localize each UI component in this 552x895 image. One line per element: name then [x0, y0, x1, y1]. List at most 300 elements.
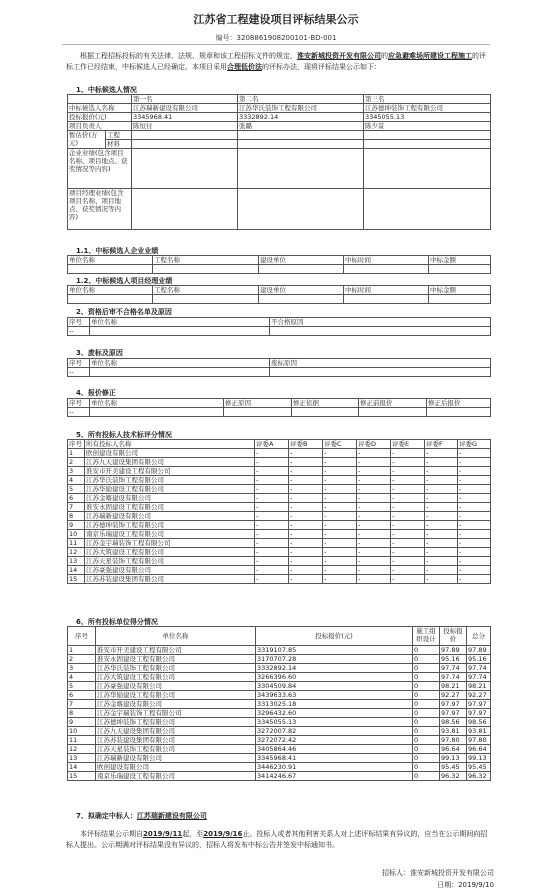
section-6-title: 6、所有投标单位得分情况 [76, 618, 158, 626]
score-cell: - [458, 512, 491, 521]
design-score: 0 [413, 772, 440, 781]
score-cell: - [458, 494, 491, 503]
row-number: 10 [68, 530, 85, 539]
score-cell: - [425, 458, 458, 467]
column-header: 单位名称 [96, 627, 256, 646]
bidder-name: 江苏华氏装饰工程有限公司 [96, 664, 256, 673]
total-score: 97.97 [467, 709, 491, 718]
row-number: 5 [68, 485, 85, 494]
row-number: 9 [68, 521, 85, 530]
total-score: 96.64 [467, 745, 491, 754]
design-score: 0 [413, 718, 440, 727]
section-2-title: 2、资格后审不合格名单及原因 [76, 308, 172, 316]
bidder-name: 淮安市开美建设工程有限公司 [85, 467, 255, 476]
score-cell: - [289, 512, 323, 521]
score-cell: - [255, 449, 289, 458]
score-cell: - [255, 521, 289, 530]
design-score: 0 [413, 673, 440, 682]
score-cell: - [357, 530, 391, 539]
rank-1-header: 第一名 [132, 95, 238, 104]
score-cell: - [425, 557, 458, 566]
score-cell: - [425, 449, 458, 458]
score-cell: - [425, 566, 458, 575]
score-cell: - [357, 458, 391, 467]
price-score: 97.97 [440, 700, 467, 709]
bidder-name: 江苏华氏装饰工程有限公司 [85, 476, 255, 485]
total-score-rows [68, 646, 491, 781]
design-score: 0 [413, 682, 440, 691]
score-cell: - [323, 503, 357, 512]
score-cell: - [323, 539, 357, 548]
row-number: 6 [68, 691, 96, 700]
section-3-title: 3、废标及原因 [76, 349, 123, 357]
project-manager: 陈恒付 [132, 122, 238, 131]
bidder-name: 江苏九天建设集团有限公司 [96, 727, 256, 736]
score-cell: - [425, 521, 458, 530]
table-row [68, 566, 491, 575]
design-score: 0 [413, 709, 440, 718]
row-number: 13 [68, 754, 96, 763]
score-cell: - [425, 485, 458, 494]
score-cell: - [255, 530, 289, 539]
bidder-name: 江苏华励建设工程有限公司 [85, 485, 255, 494]
total-score: 97.97 [467, 700, 491, 709]
score-cell: - [255, 458, 289, 467]
row-number: 12 [68, 548, 85, 557]
table-row [68, 449, 491, 458]
row-number: 14 [68, 763, 96, 772]
score-cell: - [425, 467, 458, 476]
section-4-title: 4、报价修正 [76, 389, 116, 397]
row-label: 投标报价(元) [68, 113, 132, 122]
score-cell: - [391, 575, 425, 584]
row-label: 项目经理业绩(包含项目名称、项目地点、获奖情况等内容) [68, 189, 132, 230]
row-label: 暂估价(万元) [68, 131, 106, 149]
design-score: 0 [413, 664, 440, 673]
score-cell: - [357, 485, 391, 494]
row-number: 14 [68, 566, 85, 575]
price-score: 97.89 [440, 646, 467, 655]
candidate-price: 3345055.13 [364, 113, 491, 122]
score-cell: - [391, 557, 425, 566]
score-cell: - [289, 521, 323, 530]
notice-end-date: 2019/9/16 [203, 830, 243, 838]
design-score: 0 [413, 745, 440, 754]
winner-name: 江苏瑞新建设有限公司 [136, 812, 207, 820]
total-score: 97.80 [467, 736, 491, 745]
row-sublabel: 材料 [106, 140, 132, 149]
bid-price: 3272072.42 [256, 736, 413, 745]
bid-price: 3446230.91 [256, 763, 413, 772]
score-cell: - [425, 476, 458, 485]
bidder-name: 江苏大筑建设工程有限公司 [85, 548, 255, 557]
column-header: 单位名称 [90, 359, 270, 368]
row-number: 15 [68, 575, 85, 584]
price-correction-table [67, 398, 491, 417]
bidder-name: 南京乐瑞建设工程有限公司 [85, 530, 255, 539]
score-cell: - [357, 512, 391, 521]
section-7-title: 7、拟确定中标人： [76, 812, 137, 820]
score-cell: - [357, 539, 391, 548]
score-cell: - [323, 476, 357, 485]
row-label: 中标候选人名称 [68, 104, 132, 113]
score-cell: - [357, 557, 391, 566]
table-row [68, 467, 491, 476]
bidder-name: 江苏德坤装饰工程有限公司 [96, 718, 256, 727]
row-number: 8 [68, 512, 85, 521]
notice-paragraph [66, 829, 490, 851]
column-header: 不合格原因 [270, 318, 491, 327]
score-cell: - [323, 512, 357, 521]
price-score: 96.64 [440, 745, 467, 754]
score-cell: - [323, 467, 357, 476]
table-row [68, 736, 491, 745]
price-score: 98.21 [440, 682, 467, 691]
footer-tenderee: 招标人：淮安新城投资开发有限公司 [382, 869, 494, 877]
score-cell: - [391, 458, 425, 467]
score-cell: - [255, 557, 289, 566]
void-bid-table [67, 358, 491, 377]
table-row [68, 673, 491, 682]
row-number: 10 [68, 727, 96, 736]
bidder-name: 江苏天星装饰工程有限公司 [96, 745, 256, 754]
column-header: 序号 [68, 440, 85, 449]
design-score: 0 [413, 763, 440, 772]
design-score: 0 [413, 754, 440, 763]
column-header: 单位名称 [68, 286, 153, 295]
bidder-name: 淮安永固建设工程有限公司 [96, 655, 256, 664]
score-cell: - [357, 548, 391, 557]
section-5-title: 5、所有投标人技术标评分情况 [76, 431, 172, 439]
design-score: 0 [413, 655, 440, 664]
bid-price: 3296432.60 [256, 709, 413, 718]
notice-text: 起，至 [182, 830, 204, 838]
score-cell: - [289, 575, 323, 584]
section-1-1-title: 1.1、中标候选人企业业绩 [76, 247, 159, 255]
tenderee-name: 淮安新城投资开发有限公司 [297, 52, 381, 60]
score-cell: - [391, 449, 425, 458]
score-cell: - [425, 494, 458, 503]
candidate-price: 3332892.14 [238, 113, 364, 122]
table-row [68, 691, 491, 700]
row-number: 4 [68, 673, 96, 682]
bidder-name: 江苏华励建设工程有限公司 [96, 691, 256, 700]
bid-price: 3319107.85 [256, 646, 413, 655]
score-cell: - [391, 512, 425, 521]
bid-price: 3304509.84 [256, 682, 413, 691]
score-cell: - [289, 530, 323, 539]
score-cell: - [357, 575, 391, 584]
table-row [68, 646, 491, 655]
table-row [68, 503, 491, 512]
column-header: 单位名称 [68, 256, 153, 265]
bidder-name: 江苏大筑建设工程有限公司 [96, 673, 256, 682]
table-row [68, 763, 491, 772]
column-header: 投标报价(元) [256, 627, 413, 646]
intro-text-4: 的评标办法，现将评标结果公示如下： [262, 63, 381, 71]
score-cell: - [357, 449, 391, 458]
candidate-name: 江苏瑞新建设有限公司 [132, 104, 238, 113]
score-cell: - [255, 485, 289, 494]
row-number: 4 [68, 476, 85, 485]
score-cell: - [357, 521, 391, 530]
bid-price: 3313025.18 [256, 700, 413, 709]
table-cell: -- [68, 327, 90, 336]
score-cell: - [391, 521, 425, 530]
bidder-name: 欧创建设有限公司 [85, 449, 255, 458]
bidder-name: 江苏天星装饰工程有限公司 [85, 557, 255, 566]
column-header: 评委E [391, 440, 425, 449]
row-number: 7 [68, 503, 85, 512]
column-header: 建设单位 [259, 286, 344, 295]
score-cell: - [255, 467, 289, 476]
table-row [68, 709, 491, 718]
score-cell: - [458, 458, 491, 467]
design-score: 0 [413, 700, 440, 709]
score-cell: - [255, 566, 289, 575]
bid-price: 3345055.13 [256, 718, 413, 727]
table-row [68, 700, 491, 709]
column-header: 修正前报价 [359, 399, 427, 408]
score-cell: - [255, 575, 289, 584]
score-cell: - [425, 503, 458, 512]
table-row [68, 754, 491, 763]
column-header: 废标原因 [270, 359, 491, 368]
bidder-name: 江苏苏装建设集团有限公司 [96, 736, 256, 745]
row-number: 9 [68, 718, 96, 727]
price-score: 97.80 [440, 736, 467, 745]
candidate-price: 3345968.41 [132, 113, 238, 122]
table-row [68, 476, 491, 485]
score-cell: - [255, 548, 289, 557]
score-cell: - [255, 503, 289, 512]
score-cell: - [289, 539, 323, 548]
row-number: 3 [68, 467, 85, 476]
page-title: 江苏省工程建设项目评标结果公示 [193, 13, 359, 26]
technical-score-table [67, 439, 491, 584]
score-cell: - [357, 467, 391, 476]
score-cell: - [458, 566, 491, 575]
bidder-name: 江苏瑞新建设有限公司 [96, 754, 256, 763]
divider [62, 44, 490, 45]
score-cell: - [458, 575, 491, 584]
column-header: 修正原因 [224, 399, 292, 408]
score-cell: - [458, 449, 491, 458]
column-header: 施工组织设计 [413, 627, 440, 646]
total-score: 96.32 [467, 772, 491, 781]
score-cell: - [255, 512, 289, 521]
score-cell: - [323, 449, 357, 458]
table-row [68, 512, 491, 521]
price-score: 97.74 [440, 664, 467, 673]
total-score: 98.56 [467, 718, 491, 727]
row-number: 5 [68, 682, 96, 691]
score-cell: - [357, 476, 391, 485]
column-header: 中标金额 [429, 256, 491, 265]
total-score: 93.81 [467, 727, 491, 736]
intro-text-3: 的评标工作已经结束，中标候选人已经确定。本项目采用 [66, 52, 486, 71]
bid-price: 3414246.67 [256, 772, 413, 781]
bidder-name: 江苏德坤装饰工程有限公司 [85, 521, 255, 530]
bidder-name: 江苏金宇瑞装饰工程有限公司 [96, 709, 256, 718]
bidder-name: 江苏豪强建设有限公司 [85, 566, 255, 575]
table-row [68, 548, 491, 557]
bidder-name: 江苏豪强建设有限公司 [96, 682, 256, 691]
column-header: 评委G [458, 440, 491, 449]
score-cell: - [289, 476, 323, 485]
table-row [68, 575, 491, 584]
row-label: 项目负责人 [68, 122, 132, 131]
row-number: 1 [68, 449, 85, 458]
score-cell: - [289, 503, 323, 512]
column-header: 建设单位 [259, 256, 344, 265]
table-row [68, 664, 491, 673]
row-number: 11 [68, 736, 96, 745]
row-number: 6 [68, 494, 85, 503]
score-cell: - [357, 566, 391, 575]
row-number: 13 [68, 557, 85, 566]
notice-text: 公示期间向招标人提出。公示期满对评标结果没有异议的，招标人将发布中标公告并签发中标通知书。 [66, 830, 488, 849]
column-header: 单位名称 [90, 318, 270, 327]
row-number: 11 [68, 539, 85, 548]
score-cell: - [425, 548, 458, 557]
row-sublabel: 工程 [106, 131, 132, 140]
score-cell: - [255, 539, 289, 548]
total-score-table [67, 626, 491, 781]
score-cell: - [323, 566, 357, 575]
bid-price: 3332892.14 [256, 664, 413, 673]
score-cell: - [323, 485, 357, 494]
table-row [68, 494, 491, 503]
section-1-title: 1、中标候选人情况 [76, 86, 137, 94]
price-score: 99.13 [440, 754, 467, 763]
total-score: 97.74 [467, 664, 491, 673]
score-cell: - [458, 485, 491, 494]
design-score: 0 [413, 646, 440, 655]
column-header: 中标金额 [429, 286, 491, 295]
project-manager: 张璐 [238, 122, 364, 131]
total-score: 95.16 [467, 655, 491, 664]
score-cell: - [357, 503, 391, 512]
column-header: 序号 [68, 359, 90, 368]
score-cell: - [458, 503, 491, 512]
column-header: 评委C [323, 440, 357, 449]
table-row [68, 682, 491, 691]
total-score: 95.45 [467, 763, 491, 772]
score-cell: - [425, 539, 458, 548]
score-cell: - [289, 566, 323, 575]
score-cell: - [289, 494, 323, 503]
design-score: 0 [413, 736, 440, 745]
column-header: 修正依据 [292, 399, 359, 408]
score-cell: - [289, 548, 323, 557]
table-row [68, 727, 491, 736]
score-cell: - [391, 494, 425, 503]
disqualified-table [67, 317, 491, 336]
bidder-name: 江苏瑞新建设有限公司 [85, 512, 255, 521]
score-cell: - [255, 476, 289, 485]
bid-price: 3439633.63 [256, 691, 413, 700]
score-cell: - [289, 458, 323, 467]
column-header: 中标时间 [344, 286, 429, 295]
intro-paragraph [66, 51, 490, 73]
score-cell: - [458, 548, 491, 557]
row-number: 7 [68, 700, 96, 709]
price-score: 97.97 [440, 709, 467, 718]
intro-text-1: 根据工程招标投标的有关法律、法规、规章和该工程招标文件的规定， [80, 52, 297, 60]
row-number: 2 [68, 655, 96, 664]
score-cell: - [391, 485, 425, 494]
row-number: 12 [68, 745, 96, 754]
column-header: 序号 [68, 318, 90, 327]
notice-start-date: 2019/9/11 [143, 830, 183, 838]
score-cell: - [458, 557, 491, 566]
table-row [68, 655, 491, 664]
evaluation-method: 合理低价法 [227, 63, 262, 71]
score-cell: - [323, 575, 357, 584]
score-cell: - [323, 521, 357, 530]
score-cell: - [391, 467, 425, 476]
column-header: 中标时间 [344, 256, 429, 265]
column-header: 评委B [289, 440, 323, 449]
score-cell: - [391, 566, 425, 575]
score-cell: - [425, 530, 458, 539]
table-row [68, 530, 491, 539]
bid-price: 3272007.82 [256, 727, 413, 736]
section-7 [76, 811, 207, 821]
price-score: 92.27 [440, 691, 467, 700]
technical-score-rows [68, 449, 491, 584]
bid-price: 3345968.41 [256, 754, 413, 763]
score-cell: - [323, 530, 357, 539]
bidder-name: 江苏金喀建设有限公司 [96, 700, 256, 709]
score-cell: - [458, 530, 491, 539]
table-row [68, 745, 491, 754]
score-cell: - [255, 494, 289, 503]
bidder-name: 江苏苏装建设集团有限公司 [85, 575, 255, 584]
column-header: 评委A [255, 440, 289, 449]
row-label: 企业业绩(包含项目名称、项目地点、获奖情况等内容) [68, 149, 132, 189]
column-header: 序号 [68, 627, 96, 646]
rank-2-header: 第二名 [238, 95, 364, 104]
column-header: 评委D [357, 440, 391, 449]
notice-text: 本评标结果公示期自 [80, 830, 143, 838]
price-score: 95.16 [440, 655, 467, 664]
score-cell: - [391, 530, 425, 539]
bidder-name: 淮安永固建设工程有限公司 [85, 503, 255, 512]
bid-price: 3266396.60 [256, 673, 413, 682]
score-cell: - [289, 449, 323, 458]
table-row [68, 458, 491, 467]
price-score: 97.74 [440, 673, 467, 682]
price-score: 95.45 [440, 763, 467, 772]
project-manager: 陈少景 [364, 122, 491, 131]
bid-price: 3405864.46 [256, 745, 413, 754]
score-cell: - [458, 467, 491, 476]
total-score: 97.74 [467, 673, 491, 682]
score-cell: - [458, 521, 491, 530]
bidder-name: 淮安市开美建设工程有限公司 [96, 646, 256, 655]
score-cell: - [323, 548, 357, 557]
pm-performance-table [67, 285, 491, 304]
score-cell: - [289, 485, 323, 494]
bidder-name: 江苏金宇瑞装饰工程有限公司 [85, 539, 255, 548]
row-number: 8 [68, 709, 96, 718]
score-cell: - [289, 557, 323, 566]
column-header: 修正后报价 [427, 399, 491, 408]
column-header: 单位名称 [90, 399, 224, 408]
bidder-name: 江苏金喀建设有限公司 [85, 494, 255, 503]
